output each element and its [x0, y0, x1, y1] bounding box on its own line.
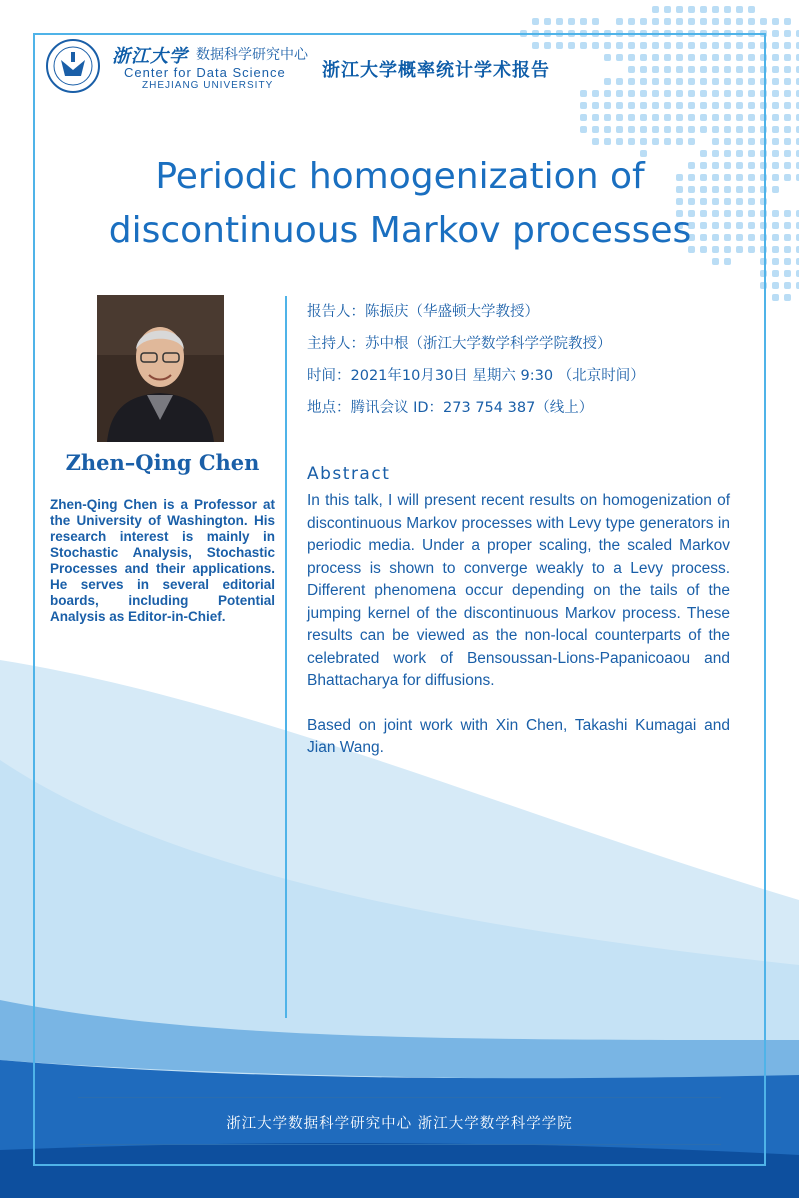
map-dot [772, 90, 779, 97]
map-dot [772, 138, 779, 145]
abstract-body [307, 490, 730, 760]
map-dot [688, 6, 695, 13]
talk-title [60, 150, 740, 258]
map-dot [772, 102, 779, 109]
talk-info [307, 300, 747, 428]
map-dot [772, 210, 779, 217]
map-dot [664, 18, 671, 25]
map-dot [712, 6, 719, 13]
map-dot [784, 270, 791, 277]
map-dot [772, 270, 779, 277]
zju-emblem-icon [45, 38, 101, 94]
map-dot [568, 18, 575, 25]
map-dot [688, 18, 695, 25]
map-dot [784, 162, 791, 169]
place-line: 地点：腾讯会议 ID：273 754 387（线上） [307, 400, 594, 416]
map-dot [784, 210, 791, 217]
map-dot [700, 18, 707, 25]
map-dot [736, 18, 743, 25]
abstract-paragraph-1: In this talk, I will present recent results on homogenization of discontinuous Markov processes with Levy type generators in periodic media. Under a proper scaling, the scaled Markov process is shown to converge weakly to a Levy process. Different phenomena occur depending on the tails of the jumping kernel of the discontinuous Markov process. These results can be viewed as the non-local counterparts of the celebrated work of Bensoussan-Lions-Papanicoaou and Bhattacharya for diffusions. [307, 492, 730, 689]
map-dot [772, 258, 779, 265]
center-name-en: Center for Data Science [124, 65, 286, 80]
map-dot [544, 18, 551, 25]
map-dot [784, 234, 791, 241]
map-dot [736, 6, 743, 13]
map-dot [772, 174, 779, 181]
map-dot [784, 126, 791, 133]
map-dot [772, 294, 779, 301]
host-line: 主持人：苏中根（浙江大学数学科学学院教授） [307, 336, 612, 352]
map-dot [784, 18, 791, 25]
map-dot [772, 246, 779, 253]
map-dot [532, 18, 539, 25]
map-dot [772, 282, 779, 289]
map-dot [760, 18, 767, 25]
map-dot [784, 30, 791, 37]
map-dot [628, 18, 635, 25]
map-dot [772, 42, 779, 49]
map-dot [772, 222, 779, 229]
map-dot [772, 186, 779, 193]
map-dot [664, 6, 671, 13]
map-dot [748, 6, 755, 13]
map-dot [772, 66, 779, 73]
speaker-name: Zhen–Qing Chen [65, 450, 260, 475]
map-dot [784, 246, 791, 253]
map-dot [616, 18, 623, 25]
map-dot [784, 222, 791, 229]
map-dot [772, 162, 779, 169]
map-dot [784, 102, 791, 109]
university-name-cn: 浙江大学 [112, 46, 188, 67]
map-dot [772, 114, 779, 121]
map-dot [556, 18, 563, 25]
speaker-photo [97, 295, 224, 442]
speaker-bio: Zhen-Qing Chen is a Professor at the University of Washington. His research interest is mainly in Stochastic Analysis, Stochastic Processes and their applications. He serves in several editorial boards, including Potential Analysis as Editor-in-Chief. [50, 497, 275, 624]
footer-rule-top [78, 1097, 721, 1098]
talk-title-line1: Periodic homogenization of [155, 156, 645, 197]
talk-title-line2: discontinuous Markov processes [108, 210, 692, 251]
map-dot [700, 6, 707, 13]
column-divider [285, 296, 287, 1018]
map-dot [784, 114, 791, 121]
map-dot [712, 18, 719, 25]
map-dot [772, 150, 779, 157]
center-name-cn: 数据科学研究中心 [196, 47, 308, 63]
reporter-line: 报告人：陈振庆（华盛顿大学教授） [307, 304, 539, 320]
map-dot [772, 126, 779, 133]
map-dot [580, 18, 587, 25]
abstract-heading: Abstract [307, 464, 391, 484]
map-dot [784, 138, 791, 145]
map-dot [784, 78, 791, 85]
map-dot [784, 42, 791, 49]
map-dot [784, 66, 791, 73]
map-dot [652, 18, 659, 25]
map-dot [772, 78, 779, 85]
map-dot [592, 18, 599, 25]
footer-rule-bottom [78, 1144, 721, 1145]
footer-organizers: 浙江大学数据科学研究中心 浙江大学数学科学学院 [226, 1116, 573, 1132]
map-dot [784, 294, 791, 301]
abstract-paragraph-2: Based on joint work with Xin Chen, Takashi Kumagai and Jian Wang. [307, 716, 730, 756]
map-dot [676, 18, 683, 25]
map-dot [640, 18, 647, 25]
map-dot [784, 150, 791, 157]
map-dot [724, 18, 731, 25]
map-dot [784, 282, 791, 289]
map-dot [772, 30, 779, 37]
map-dot [784, 90, 791, 97]
time-line: 时间：2021年10月30日 星期六 9:30 （北京时间） [307, 368, 645, 384]
map-dot [772, 234, 779, 241]
map-dot [748, 18, 755, 25]
series-title: 浙江大学概率统计学术报告 [322, 60, 550, 81]
map-dot [784, 174, 791, 181]
map-dot [784, 258, 791, 265]
map-dot [676, 6, 683, 13]
university-name-en: ZHEJIANG UNIVERSITY [142, 80, 274, 91]
map-dot [652, 6, 659, 13]
map-dot [772, 18, 779, 25]
map-dot [724, 6, 731, 13]
map-dot [772, 54, 779, 61]
map-dot [784, 54, 791, 61]
